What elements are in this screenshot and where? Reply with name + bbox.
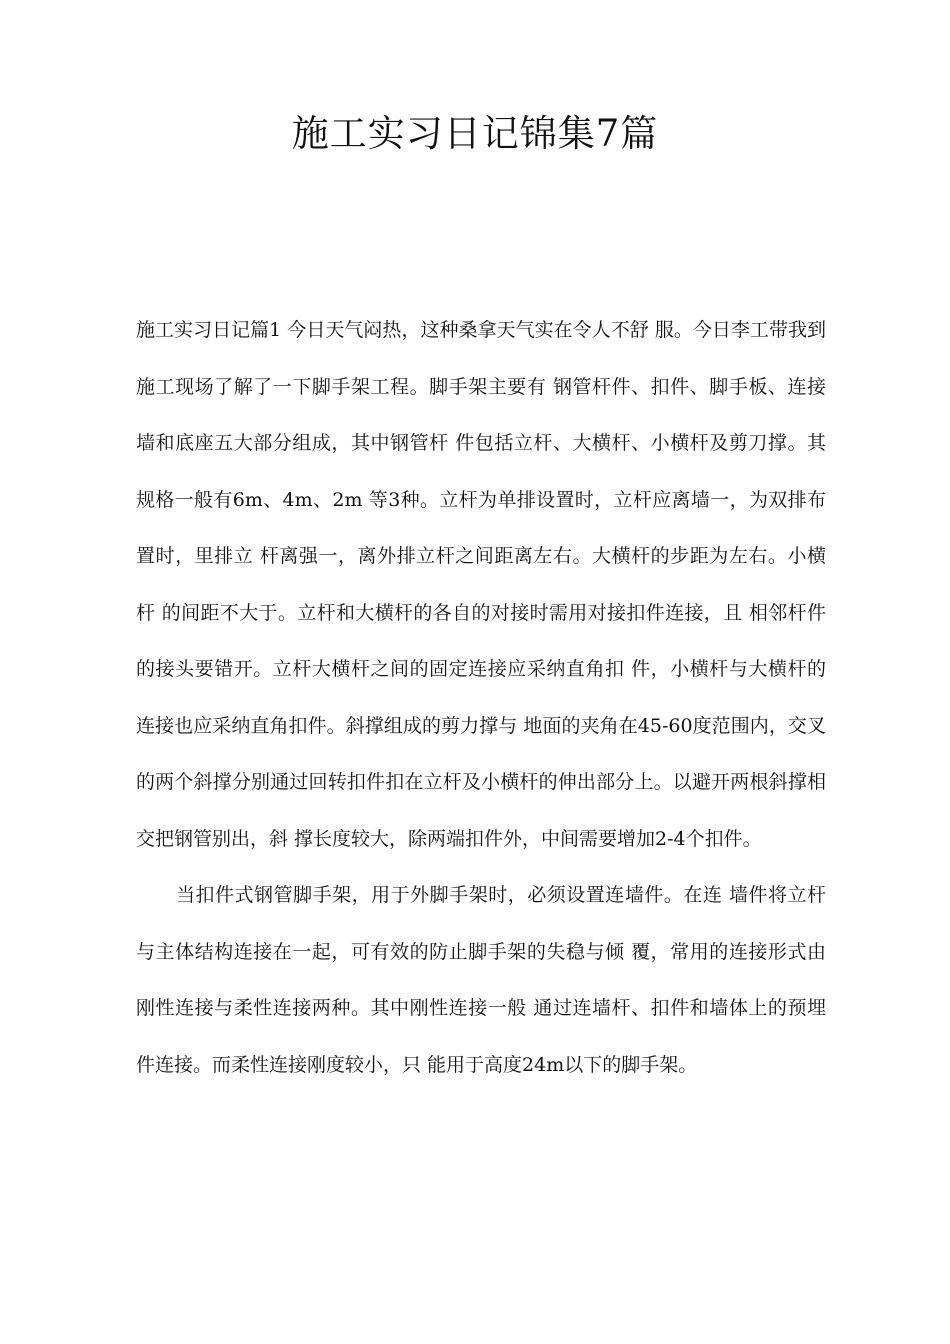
document-title: 施工实习日记锦集7篇 <box>291 112 659 155</box>
paragraph-2: 当扣件式钢管脚手架，用于外脚手架时，必须设置连墙件。在连 墙件将立杆与主体结构连接在一起，可有效的防止脚手架的失稳与倾 覆，常用的连接形式由刚性连接与柔性连接两种。其中刚性连接一般 通过连墙杆、扣件和墙体上的预埋件连接。而柔性连接刚度较小，只 能用于高度24m以下的脚手架。 <box>136 884 826 1076</box>
document-body <box>136 302 826 1093</box>
paragraph-1: 施工实习日记篇1 今日天气闷热，这种桑拿天气实在令人不舒 服。今日李工带我到施工现场了解了一下脚手架工程。脚手架主要有 钢管杆件、扣件、脚手板、连接墙和底座五大部分组成，其中钢管杆 件包括立杆、大横杆、小横杆及剪刀撑。其规格一般有6m、4m、2m 等3种。立杆为单排设置时，立杆应离墙一，为双排布置时，里排立 杆离强一，离外排立杆之间距离左右。大横杆的步距为左右。小横杆 的间距不大于。立杆和大横杆的各自的对接时需用对接扣件连接，且 相邻杆件的接头要错开。立杆大横杆之间的固定连接应采纳直角扣 件，小横杆与大横杆的连接也应采纳直角扣件。斜撑组成的剪力撑与 地面的夹角在45-60度范围内，交叉的两个斜撑分别通过回转扣件扣在立杆及小横杆的伸出部分上。以避开两根斜撑相交把钢管别出，斜 撑长度较大，除两端扣件外，中间需要增加2-4个扣件。 <box>136 319 826 850</box>
